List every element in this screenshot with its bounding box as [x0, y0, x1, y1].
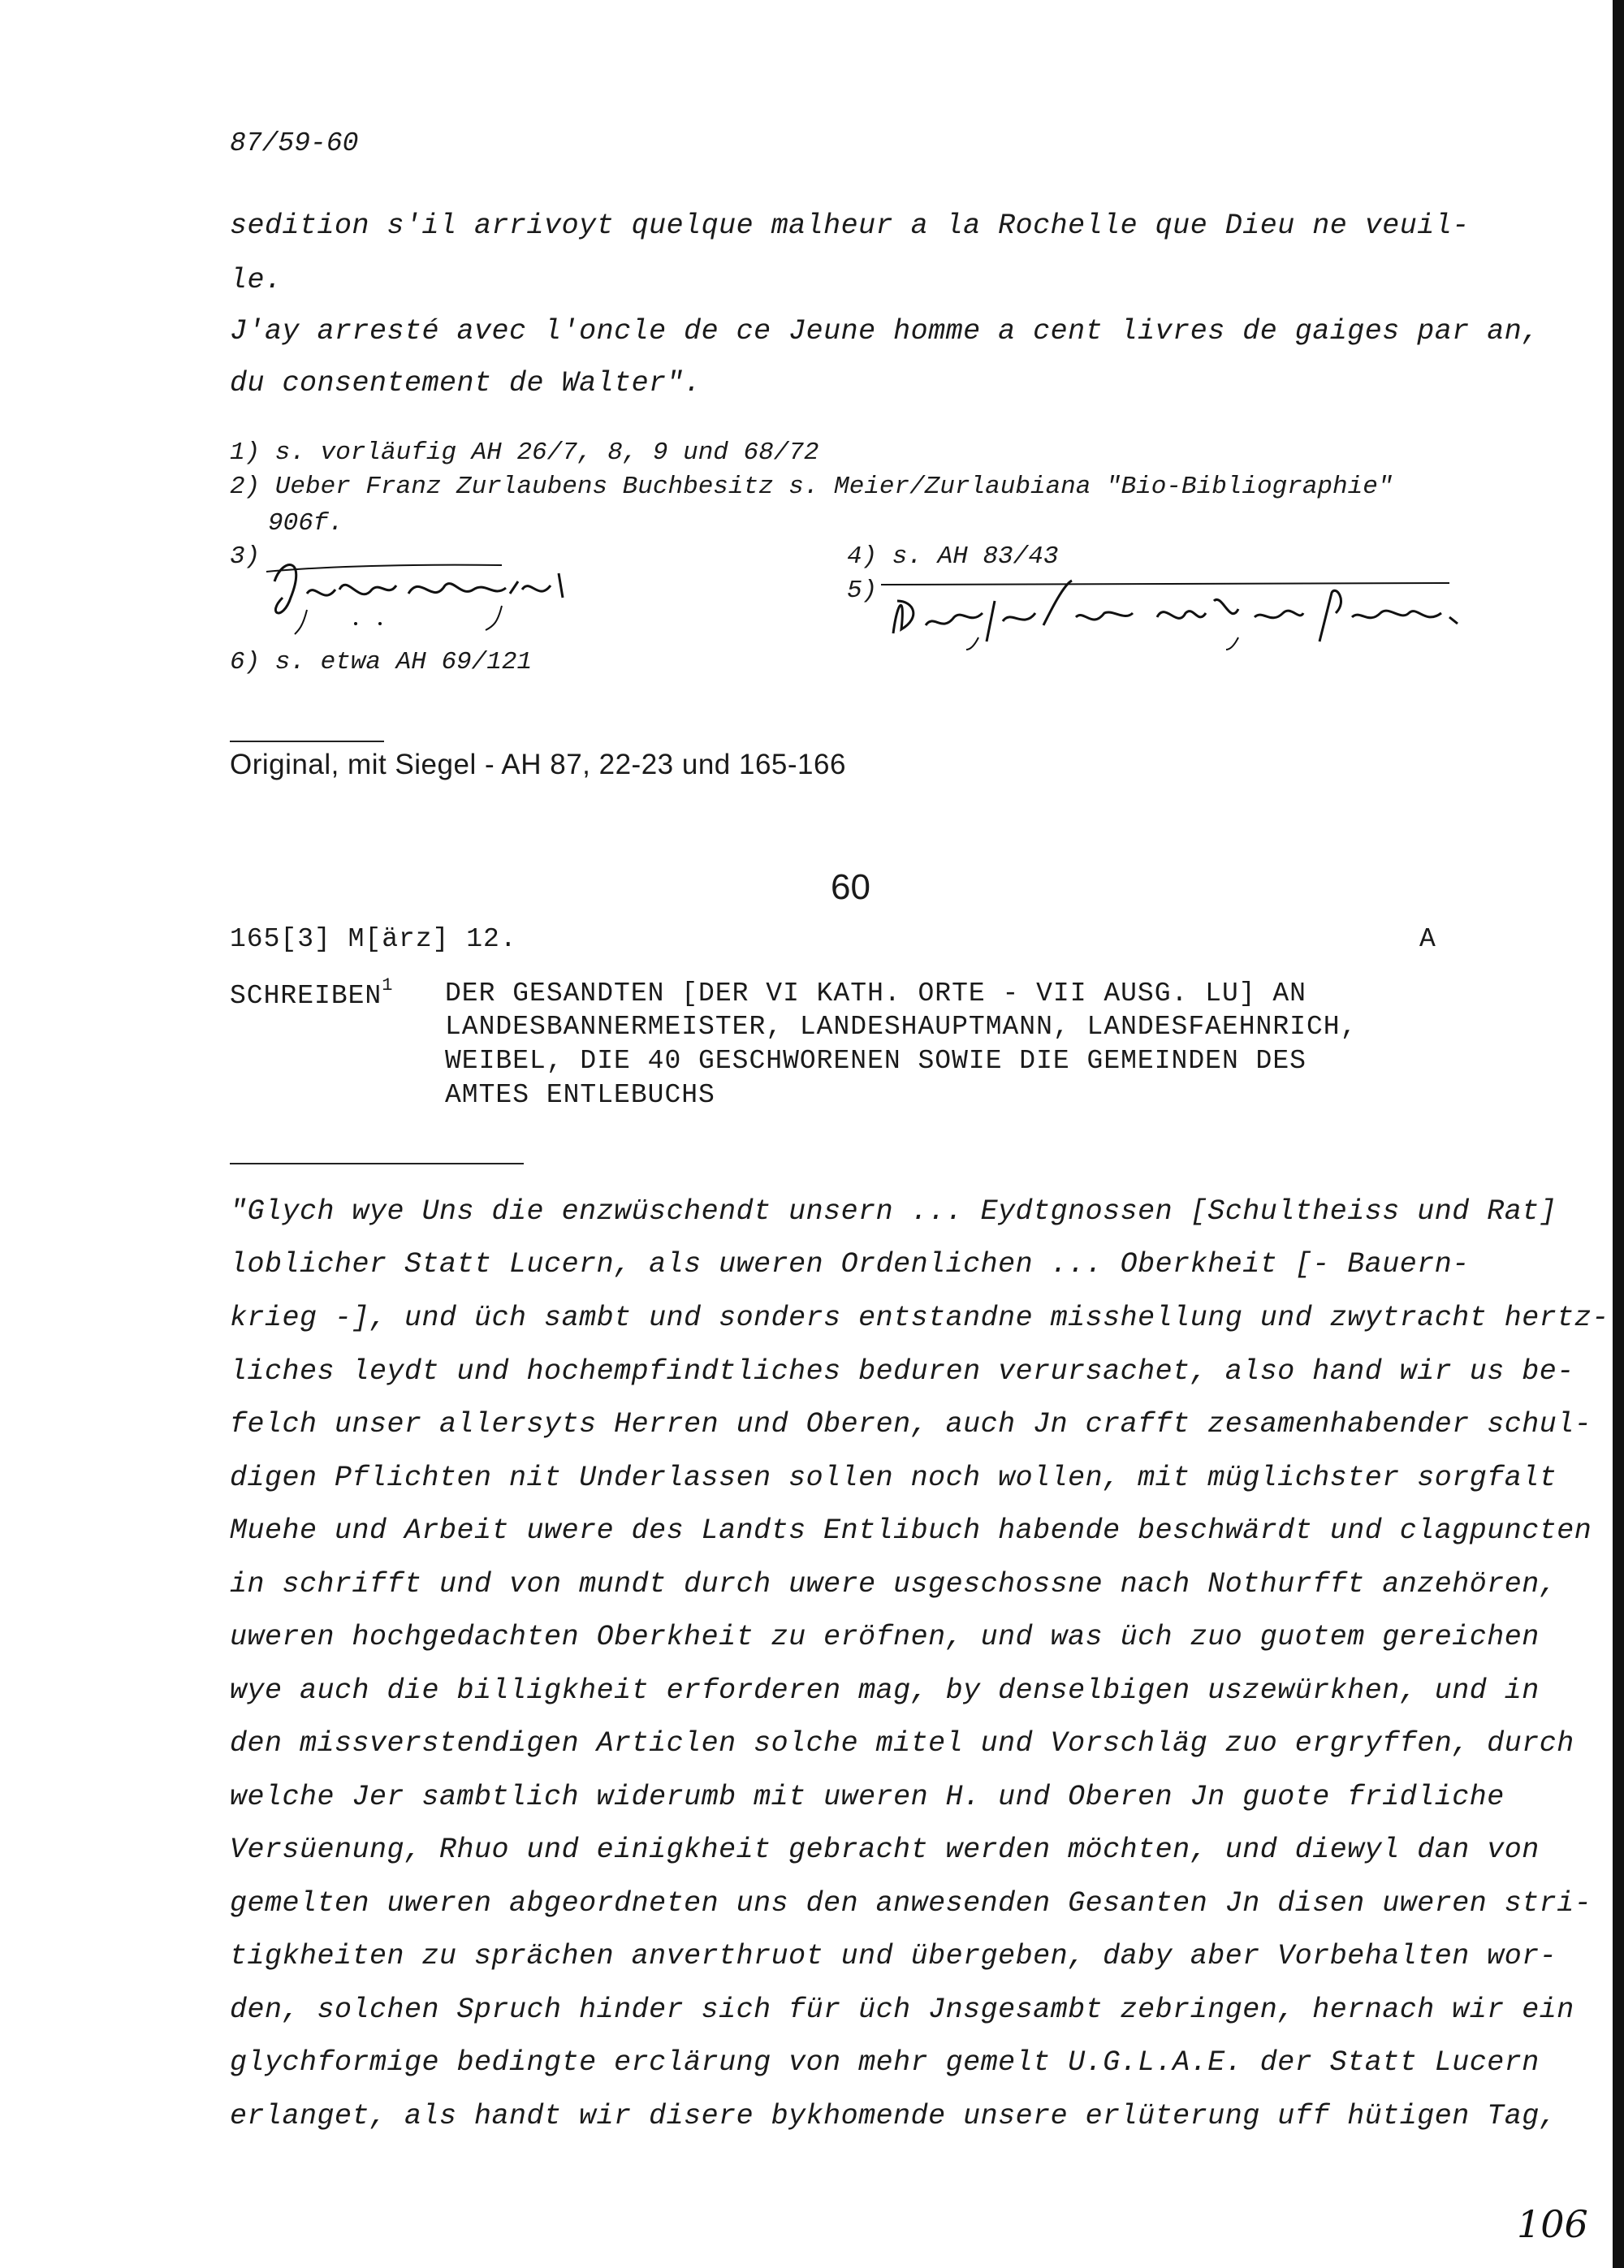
footnote-3-label: 3): [230, 542, 261, 571]
body-line: den missverstendigen Articlen solche mitel und Vorschläg zuo ergryffen, durch: [230, 1727, 1574, 1760]
body-line: in schrifft und von mundt durch uwere usgeschossne nach Nothurfft anzehören,: [230, 1568, 1557, 1601]
source-line: Original, mit Siegel - AH 87, 22-23 und 165-166: [230, 749, 846, 780]
footnote-1: 1) s. vorläufig AH 26/7, 8, 9 und 68/72: [230, 438, 819, 467]
entry-title-line: WEIBEL, DIE 40 GESCHWORENEN SOWIE DIE GEMEINDEN DES: [445, 1046, 1307, 1076]
entry-date: 165[3] M[ärz] 12.: [230, 924, 517, 954]
body-line: "Glych wye Uns die enzwüschendt unsern ... Eydtgnossen [Schultheiss und Rat]: [230, 1195, 1557, 1228]
footnote-6: 6) s. etwa AH 69/121: [230, 648, 533, 676]
entry-letter: A: [1419, 924, 1436, 954]
page-number: 106: [1517, 2202, 1588, 2246]
entry-title-line: LANDESBANNERMEISTER, LANDESHAUPTMANN, LANDESFAEHNRICH,: [445, 1012, 1358, 1042]
header-reference: 87/59-60: [230, 128, 359, 158]
body-line: wye auch die billigkheit erforderen mag, by denselbigen uszewürkhen, und in: [230, 1674, 1540, 1707]
handwritten-footnote-3: [258, 549, 599, 647]
footnote-2-cont: 906f.: [268, 509, 344, 538]
body-line: tigkheiten zu sprächen anverthruot und übergeben, daby aber Vorbehalten wor-: [230, 1940, 1557, 1972]
body-line: liches leydt und hochempfindtliches beduren verursachet, also hand wir us be-: [230, 1355, 1574, 1388]
intro-line: du consentement de Walter".: [230, 367, 702, 400]
body-line: gemelten uweren abgeordneten uns den anwesenden Gesanten Jn disen uweren stri-: [230, 1887, 1592, 1920]
body-line: den, solchen Spruch hinder sich für üch Jnsgesambt zebringen, hernach wir ein: [230, 1994, 1574, 2026]
body-line: krieg -], und üch sambt und sonders entstandne misshellung und zwytracht hertz-: [230, 1302, 1609, 1334]
body-line: Muehe und Arbeit uwere des Landts Entlibuch habende beschwärdt und clagpuncten: [230, 1514, 1592, 1547]
body-line: digen Pflichten nit Underlassen sollen noch wollen, mit müglichster sorgfalt: [230, 1462, 1557, 1494]
entry-title-line: DER GESANDTEN [DER VI KATH. ORTE - VII AUSG. LU] AN: [445, 978, 1307, 1009]
intro-line: J'ay arresté avec l'oncle de ce Jeune homme a cent livres de gaiges par an,: [230, 315, 1540, 348]
body-line: welche Jer sambtlich widerumb mit uweren H. und Oberen Jn guote fridliche: [230, 1781, 1505, 1813]
entry-title-footnote-ref: 1: [382, 975, 394, 996]
body-line: uweren hochgedachten Oberkheit zu eröfnen, und was üch zuo guotem gereichen: [230, 1621, 1540, 1653]
handwritten-footnote-5: [881, 568, 1466, 667]
footnote-5-label: 5): [847, 577, 878, 605]
body-line: felch unser allersyts Herren und Oberen, auch Jn crafft zesamenhabender schul-: [230, 1408, 1592, 1441]
page-edge: [1613, 0, 1624, 2268]
divider-rule: [230, 741, 384, 742]
intro-line: sedition s'il arrivoyt quelque malheur a la Rochelle que Dieu ne veuil-: [230, 210, 1470, 242]
divider-rule: [230, 1163, 524, 1164]
footnote-4: 4) s. AH 83/43: [847, 542, 1059, 571]
entry-number: 60: [831, 867, 870, 907]
entry-title-first-word: [230, 975, 394, 1011]
entry-title-line: AMTES ENTLEBUCHS: [445, 1080, 715, 1110]
footnote-2: 2) Ueber Franz Zurlaubens Buchbesitz s. Meier/Zurlaubiana "Bio-Bibliographie": [230, 473, 1393, 501]
body-line: glychformige bedingte erclärung von mehr gemelt U.G.L.A.E. der Statt Lucern: [230, 2046, 1540, 2079]
entry-title-word: SCHREIBEN: [230, 981, 382, 1011]
body-line: loblicher Statt Lucern, als uweren Ordenlichen ... Oberkheit [- Bauern-: [230, 1248, 1470, 1281]
handwriting-3-graphic: [258, 549, 599, 638]
body-line: Versüenung, Rhuo und einigkheit gebracht werden möchten, und diewyl dan von: [230, 1834, 1540, 1866]
body-line: erlanget, als handt wir disere bykhomende unsere erlüterung uff hütigen Tag,: [230, 2100, 1557, 2132]
handwriting-5-graphic: [881, 568, 1466, 658]
intro-line: le.: [230, 264, 283, 296]
